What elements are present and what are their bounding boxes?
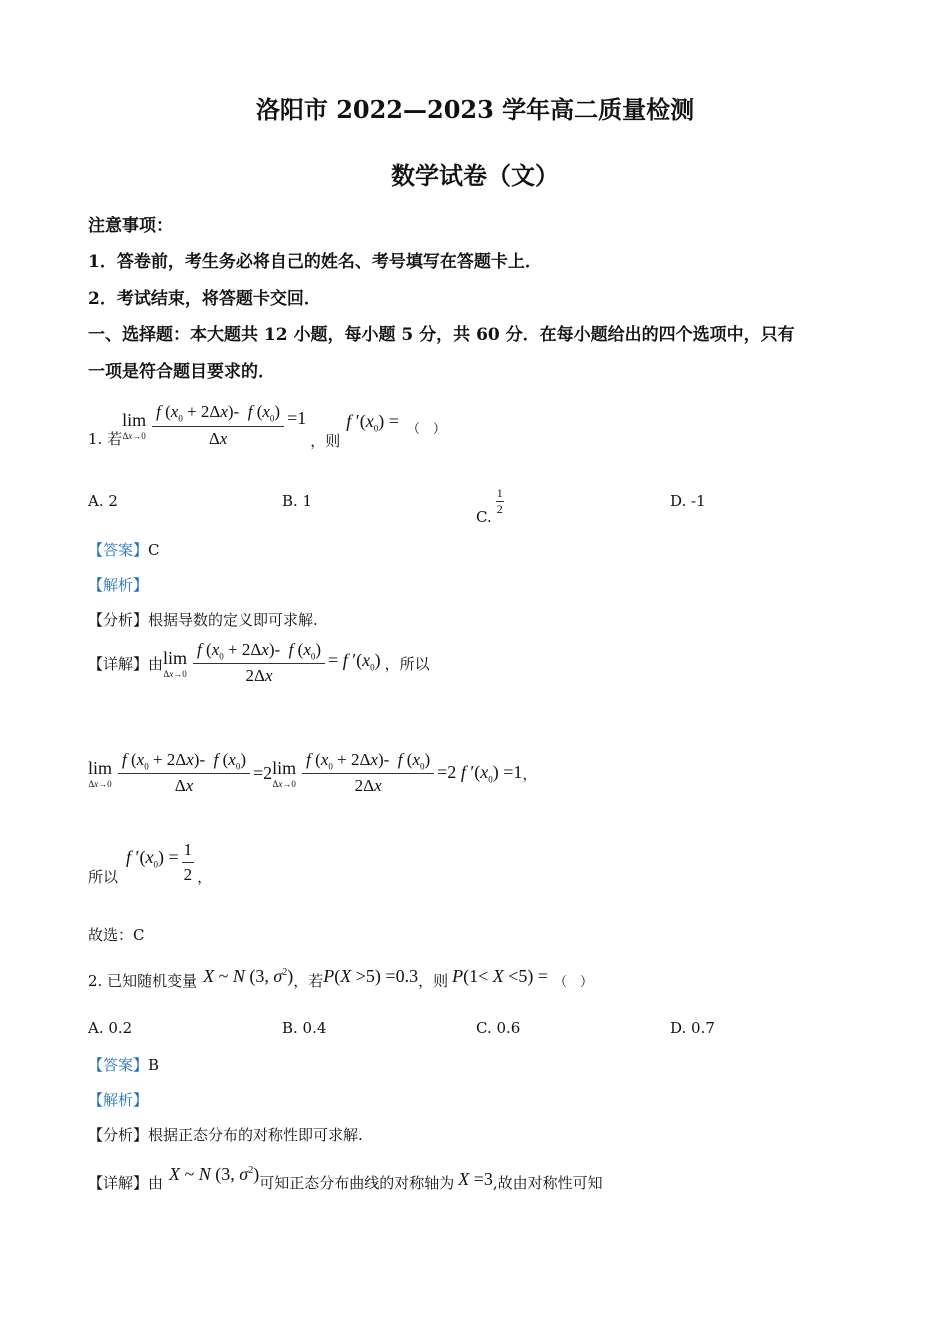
q1-derivation-two: =2: [253, 762, 273, 783]
notice-heading: 注意事项：: [88, 216, 173, 236]
q1-derivation-limit-2: lim Δx→0: [272, 757, 297, 789]
q1-equals-one: =1: [287, 408, 307, 428]
q1-derivation-limit-1: lim Δx→0: [88, 757, 113, 789]
answer-value: B: [148, 1056, 160, 1074]
q1-analysis-tag: 【解析】: [88, 576, 149, 594]
q2-fenxi: [88, 1124, 363, 1145]
q2-blank: （ ）: [554, 975, 594, 990]
detail-mid: 可知正态分布曲线的对称轴为: [259, 1174, 455, 1192]
q1-detail: [88, 640, 430, 686]
q1-option-c-label: C.: [476, 508, 492, 526]
q2-option-a: A. 0.2: [88, 1019, 133, 1037]
q1-option-b: B. 1: [282, 492, 313, 510]
q1-mid: ，则: [310, 432, 341, 450]
q1-so-line: [88, 838, 212, 887]
q2-detail-distribution: X ~ N (3, $\sigma^2$): [169, 1164, 260, 1184]
q2-condition: P(X >5) =0.3: [323, 966, 419, 986]
question-2-stem: [88, 962, 593, 991]
detail-post: ,故由对称性可知: [492, 1174, 603, 1192]
q1-fenxi: [88, 609, 318, 630]
detail-post: ，所以: [384, 654, 430, 673]
q1-option-c: [476, 476, 507, 526]
fenxi-text: 根据导数的定义即可求解.: [148, 611, 318, 629]
q1-fraction: $\frac{f (x_0 + 2\Delta x)- f (x_0)}{\Delta x}$: [152, 402, 284, 448]
detail-tag: 【详解】: [88, 654, 149, 673]
answer-tag: 【答案】: [88, 1056, 149, 1074]
q1-derivation-line: [88, 750, 537, 796]
answer-value: C: [148, 541, 160, 559]
page-subtitle: 数学试卷（文）: [391, 161, 559, 190]
q2-option-b: B. 0.4: [282, 1019, 327, 1037]
q1-detail-fraction: $\frac{f (x_0 + 2\Delta x)- f (x_0)}{2\Delta x}$: [193, 640, 325, 686]
q1-blank: （ ）: [406, 422, 446, 437]
q1-option-d: D. -1: [670, 492, 706, 510]
q1-answer: [88, 539, 160, 560]
q1-conclusion: 故选：C: [88, 926, 145, 944]
q2-option-c: C. 0.6: [476, 1019, 521, 1037]
page-title: 洛阳市 2022—2023 学年高二质量检测: [255, 95, 695, 124]
detail-tag: 【详解】: [88, 1174, 149, 1192]
q2-answer: [88, 1054, 159, 1075]
q1-so-expr: f $'(x_0)$ =: [126, 847, 179, 870]
q2-mid1: ，若: [293, 972, 324, 990]
q2-analysis-tag: 【解析】: [88, 1091, 149, 1109]
q1-option-a: A. 2: [88, 492, 118, 510]
q2-detail: [88, 1156, 603, 1193]
notice-item-1: 1．答卷前，考生务必将自己的姓名、考号填写在答题卡上．: [88, 252, 542, 272]
q1-detail-limit: lim Δx→0: [163, 647, 188, 679]
q1-limit-formula: lim Δx→0: [122, 410, 147, 441]
q1-derivation-fraction-1: $\frac{f (x_0 + 2\Delta x)- f (x_0)}{\Delta x}$: [118, 750, 250, 796]
q1-derivative-expr: f $'(x_0)$ =: [346, 411, 399, 434]
q2-axis: X =3: [458, 1169, 493, 1189]
q1-prefix: 1. 若: [88, 430, 123, 448]
q2-prefix: 2. 已知随机变量: [88, 972, 198, 990]
detail-pre: 由: [148, 654, 164, 673]
q1-detail-equals: = f $'(x_0)$: [328, 649, 381, 673]
q2-option-d: D. 0.7: [670, 1019, 715, 1037]
q1-option-c-fraction: $\frac{1}{2}$: [496, 485, 503, 516]
comma: ，: [522, 764, 538, 783]
answer-tag: 【答案】: [88, 541, 149, 559]
detail-pre: 由: [148, 1174, 164, 1192]
q1-so-fraction: $\frac{1}{2}$: [183, 840, 193, 884]
question-1-stem: [88, 400, 446, 451]
q1-derivation-result: =2 f $'(x_0) =1$: [437, 761, 523, 785]
section-heading-line1: 一、选择题：本大题共 12 小题，每小题 5 分，共 60 分．在每小题给出的四个选项中，只有: [88, 325, 795, 345]
q1-derivation-fraction-2: $\frac{f (x_0 + 2\Delta x)- f (x_0)}{2\Delta x}$: [302, 750, 434, 796]
comma: ，: [197, 868, 213, 886]
fenxi-text: 根据正态分布的对称性即可求解.: [148, 1126, 363, 1144]
q2-target: P(1< X <5) =: [452, 966, 549, 986]
fenxi-tag: 【分析】: [88, 611, 149, 629]
notice-item-2: 2．考试结束，将答题卡交回．: [88, 289, 321, 309]
section-heading-line2: 一项是符合题目要求的．: [88, 362, 275, 382]
fenxi-tag: 【分析】: [88, 1126, 149, 1144]
q2-distribution: X ~ N (3, $\sigma^2$): [203, 966, 294, 986]
q2-mid2: ，则: [418, 972, 449, 990]
q1-so: 所以: [88, 868, 119, 886]
